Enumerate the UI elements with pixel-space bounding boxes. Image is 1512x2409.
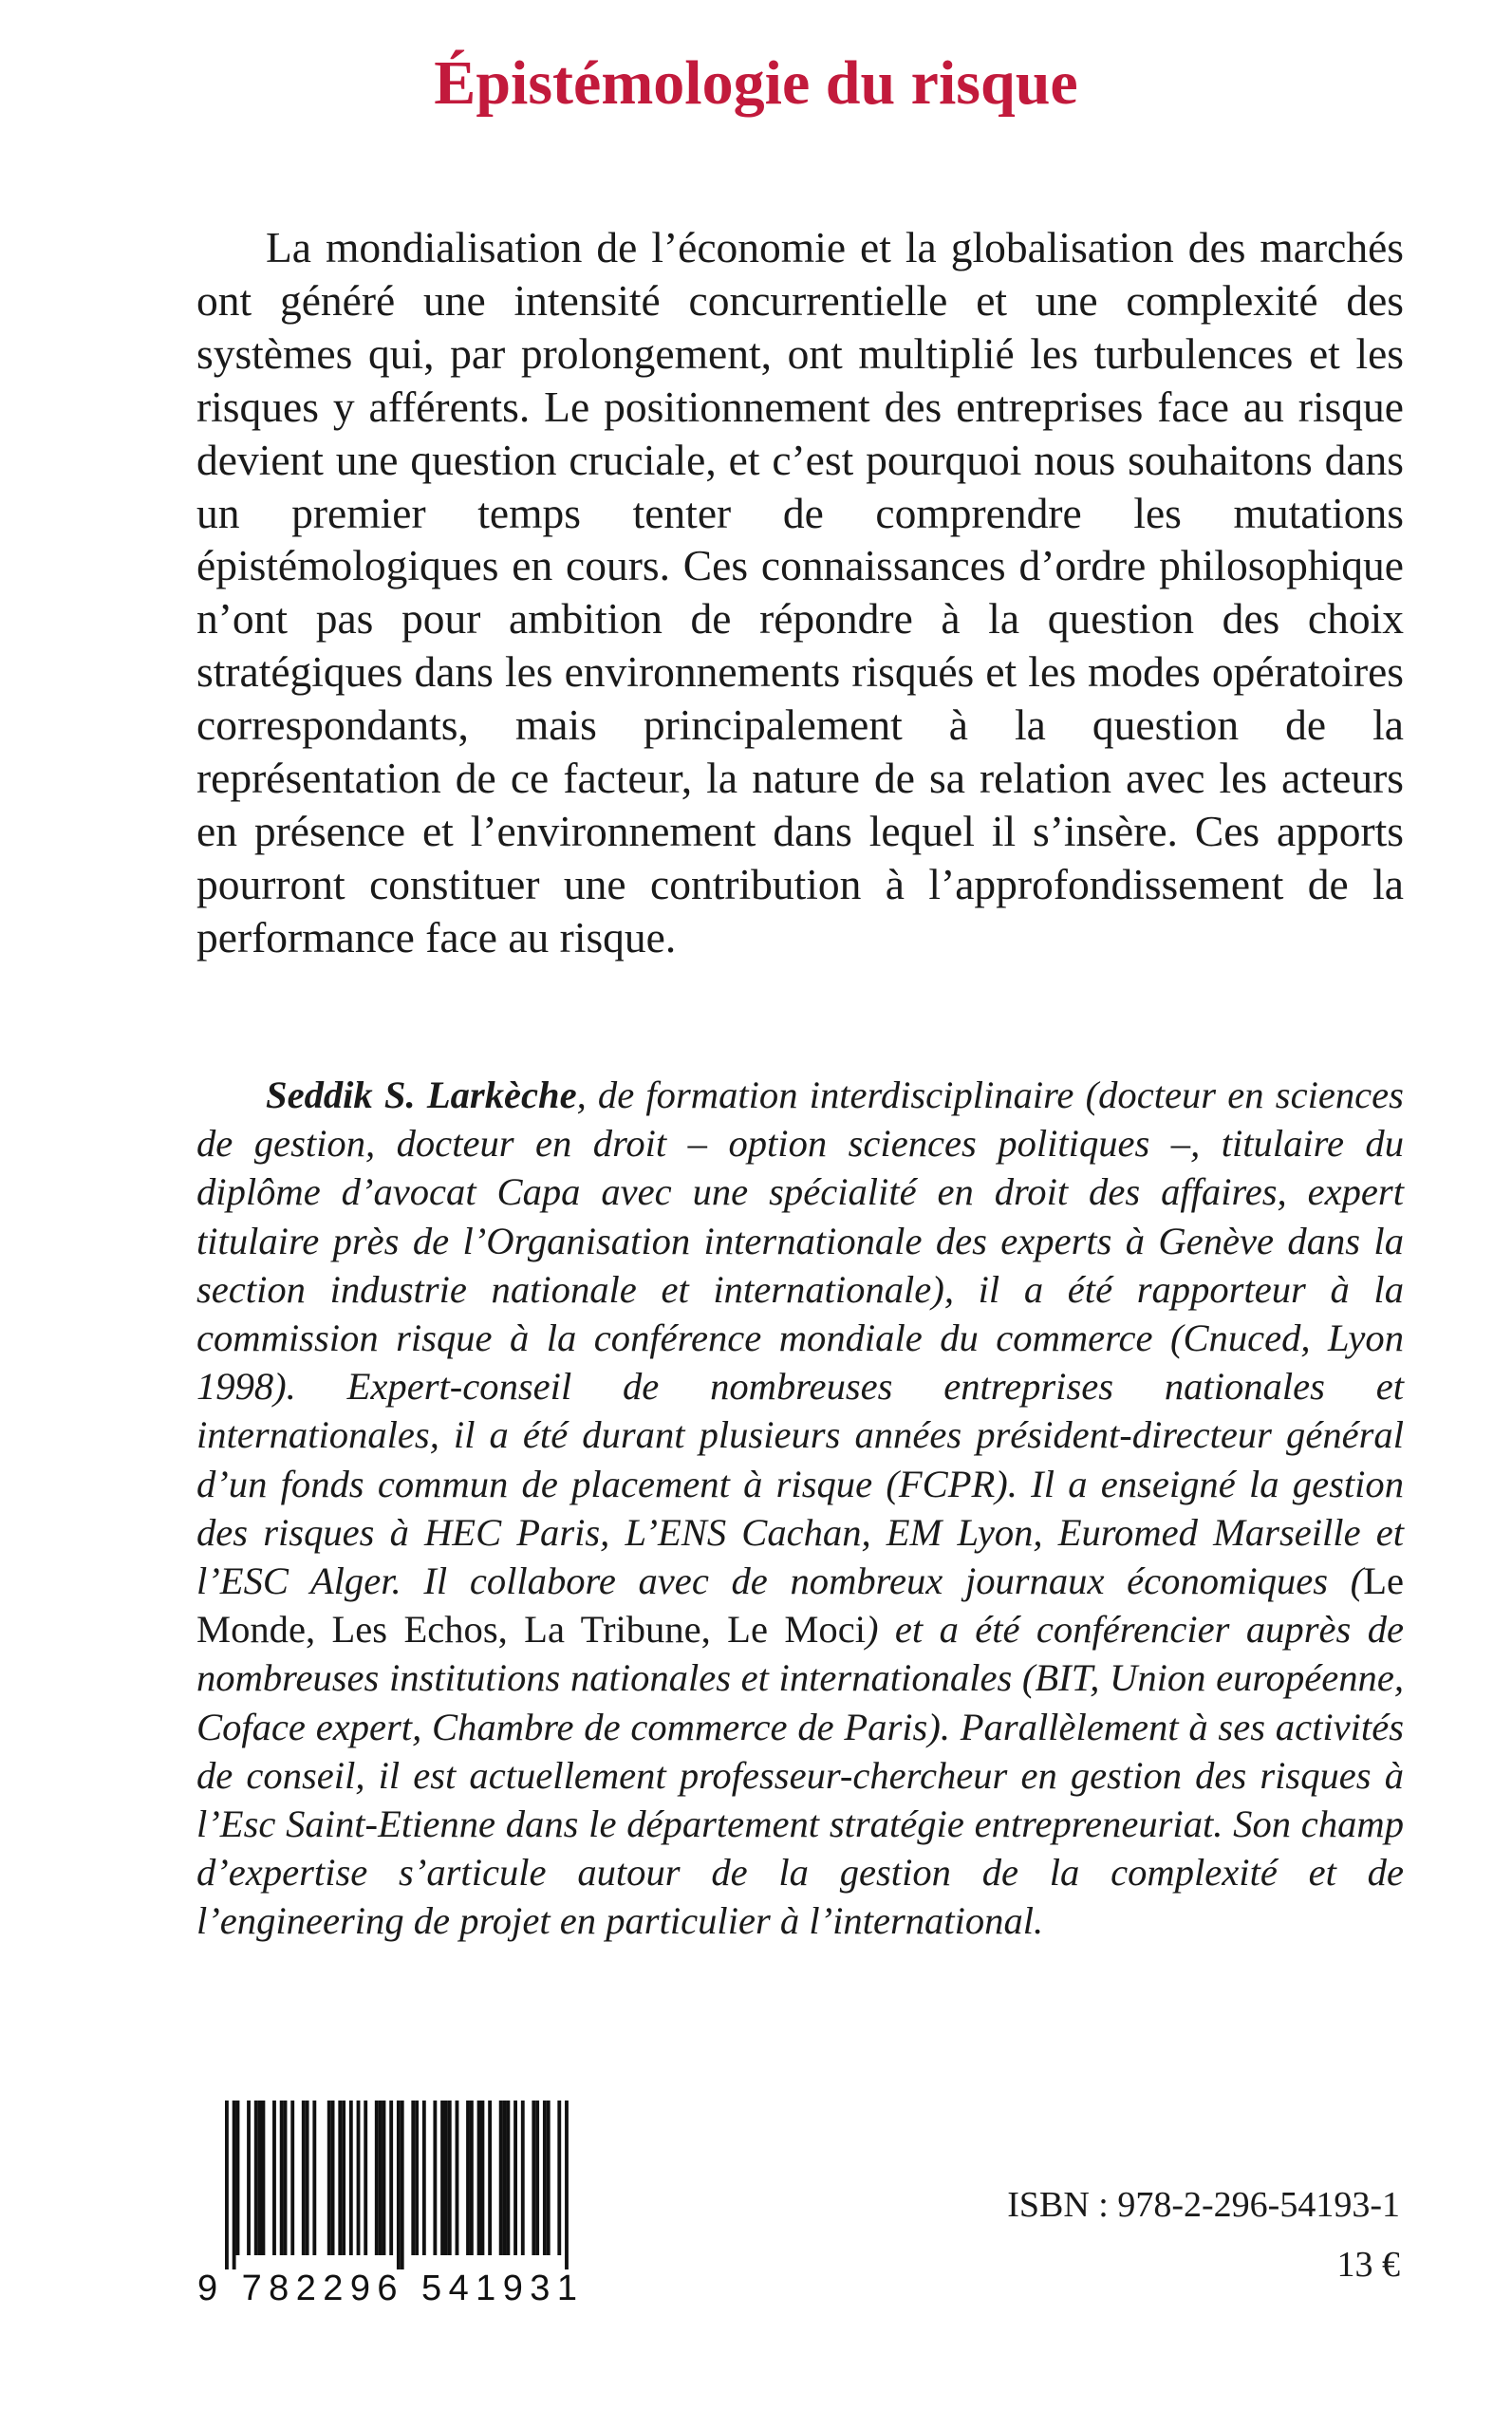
barcode-bar bbox=[456, 2101, 459, 2255]
barcode-bar bbox=[557, 2101, 561, 2255]
barcode-digits: 9 782296 541931 bbox=[197, 2269, 577, 2306]
barcode-bar bbox=[565, 2101, 569, 2269]
barcode-bar bbox=[383, 2101, 386, 2255]
barcode-bar bbox=[312, 2101, 316, 2255]
barcode-bar bbox=[433, 2101, 437, 2255]
barcode-bar bbox=[284, 2101, 288, 2255]
barcode-bar bbox=[254, 2101, 258, 2255]
barcode-bar bbox=[225, 2101, 229, 2269]
barcode-bar bbox=[262, 2101, 266, 2255]
barcode-bar bbox=[364, 2101, 367, 2255]
barcode-bar bbox=[258, 2101, 262, 2255]
price: 13 € bbox=[1336, 2245, 1400, 2285]
barcode-bar bbox=[535, 2101, 539, 2255]
barcode-bar bbox=[331, 2101, 335, 2255]
isbn: ISBN : 978-2-296-54193-1 bbox=[1007, 2185, 1400, 2225]
barcode-bar bbox=[233, 2101, 236, 2269]
barcode-bar bbox=[466, 2101, 470, 2255]
barcode-bar bbox=[448, 2101, 452, 2255]
barcode-bar bbox=[477, 2101, 481, 2255]
barcode-bar bbox=[327, 2101, 331, 2255]
barcode-bar bbox=[379, 2101, 383, 2255]
bio-text-part2: ) et a été conférencier auprès de nombreuses institutions nationales et internationales (BIT, Union européenne, Coface expert, Chambre de commerce de Paris). Parallèlement à ses activités de conseil, il est actuellement professeur-chercheur en gestion des risques à l’Esc Saint-Etienne dans le département stratégie entrepreneuriat. Son champ d’expertise s’articule autour de la gestion de la complexité et de l’engineering de projet en particulier à l’international. bbox=[196, 1608, 1404, 1943]
barcode-bar bbox=[532, 2101, 535, 2255]
barcode-bar bbox=[503, 2101, 507, 2255]
barcode-bar bbox=[236, 2101, 240, 2255]
barcode-bar bbox=[342, 2101, 345, 2255]
barcode-bar bbox=[547, 2101, 551, 2255]
barcode bbox=[193, 2101, 591, 2306]
barcode-bar bbox=[302, 2101, 306, 2255]
barcode-bar bbox=[397, 2101, 401, 2269]
newspaper-names: Le Monde, Les Echos, La Tribune, Le Moci bbox=[196, 1559, 1404, 1652]
barcode-bar bbox=[272, 2101, 276, 2255]
barcode-bar bbox=[280, 2101, 284, 2255]
barcode-bar bbox=[411, 2101, 415, 2255]
author-name: Seddik S. Larkèche bbox=[266, 1074, 577, 1116]
author-biography bbox=[196, 1071, 1404, 1946]
barcode-bar bbox=[415, 2101, 419, 2255]
book-title: Épistémologie du risque bbox=[434, 48, 1078, 118]
barcode-bar bbox=[247, 2101, 251, 2255]
barcode-bar bbox=[543, 2101, 547, 2255]
barcode-bar bbox=[338, 2101, 342, 2255]
barcode-bar bbox=[401, 2101, 404, 2269]
barcode-bar bbox=[440, 2101, 444, 2255]
barcode-bar bbox=[481, 2101, 485, 2255]
barcode-bar bbox=[444, 2101, 448, 2255]
barcode-bar bbox=[357, 2101, 361, 2255]
barcode-bar bbox=[422, 2101, 426, 2255]
barcode-bar bbox=[488, 2101, 492, 2255]
barcode-bar bbox=[521, 2101, 525, 2255]
barcode-bar bbox=[506, 2101, 510, 2255]
barcode-bar bbox=[349, 2101, 353, 2255]
barcode-bar bbox=[290, 2101, 294, 2255]
barcode-bar bbox=[375, 2101, 379, 2255]
barcode-bar bbox=[306, 2101, 309, 2255]
barcode-bar bbox=[499, 2101, 503, 2255]
barcode-bar bbox=[389, 2101, 393, 2255]
barcode-bar bbox=[513, 2101, 517, 2255]
book-summary: La mondialisation de l’économie et la globalisation des marchés ont généré une intensité concurrentielle et une complexité des systèmes qui, par prolongement, ont multiplié les turbulences et les risques y afférents. Le positionnement des entreprises face au risque devient une question cruciale, et c’est pourquoi nous souhaitons dans un premier temps tenter de comprendre les mutations épistémologiques en cours. Ces connaissances d’ordre philosophique n’ont pas pour ambition de répondre à la question des choix stratégiques dans les environnements risqués et les modes opératoires correspondants, mais principalement à la question de la représentation de ce facteur, la nature de sa relation avec les acteurs en présence et l’environnement dans lequel il s’insère. Ces apports pourront constituer une contribution à l’approfondissement de la performance face au risque. bbox=[196, 223, 1404, 962]
barcode-bars bbox=[225, 2101, 569, 2269]
bio-text-part1: , de formation interdisciplinaire (docteur en sciences de gestion, docteur en droit – option sciences politiques –, titulaire du diplôme d’avocat Capa avec une spécialité en droit des affaires, expert titulaire près de l’Organisation internationale des experts à Genève dans la section industrie nationale et internationale), il a été rapporteur à la commission risque à la conférence mondiale du commerce (Cnuced, Lyon 1998). Expert-conseil de nombreuses entreprises nationales et internationales, il a été durant plusieurs années président-directeur général d’un fonds commun de placement à risque (FCPR). Il a enseigné la gestion des risques à HEC Paris, L’ENS Cachan, EM Lyon, Euromed Marseille et l’ESC Alger. Il collabore avec de nombreux journaux économiques ( bbox=[196, 1074, 1404, 1603]
barcode-bar bbox=[470, 2101, 474, 2255]
